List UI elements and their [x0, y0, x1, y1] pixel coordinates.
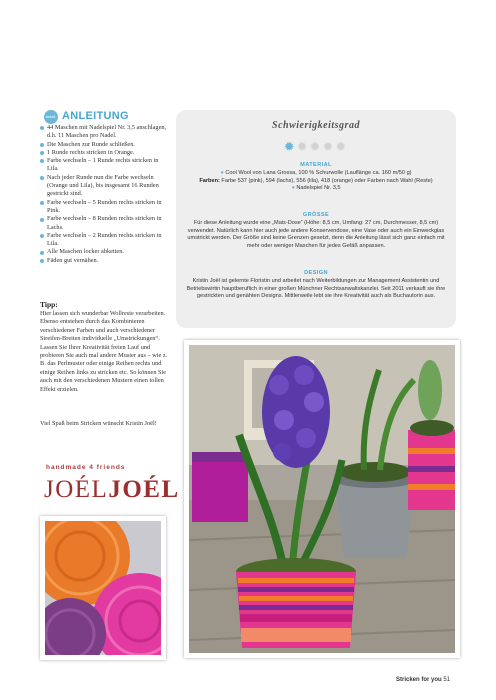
instructions-heading: ANLEITUNG [62, 110, 129, 122]
material-line-1: Cool Wool von Lana Grossa, 100 % Schurwolle (Lauflänge ca. 160 m/50 g) [225, 170, 412, 176]
instruction-step: Nach jeder Runde nun die Farbe wechseln (Orange und Lila), bis insgesamt 16 Runden gestrickt sind. [40, 174, 170, 199]
instructions-list [40, 124, 170, 265]
hyacinth-photo [184, 340, 460, 658]
hyacinth-photo-image [184, 340, 460, 658]
tip-title: Tipp: [40, 300, 58, 309]
material-text [184, 170, 448, 193]
difficulty-title: Schwierigkeitsgrad [272, 120, 360, 131]
instruction-step: Die Maschen zur Runde schließen. [40, 141, 170, 149]
instruction-step: 1 Runde rechts stricken in Orange. [40, 149, 170, 157]
star-filled-icon: ✹ [283, 140, 297, 155]
brand-logo-second: JOÉL [108, 476, 180, 503]
size-text: Für diese Anleitung wurde eine „Mais-Dose“ (Höhe: 8,5 cm, Umfang: 27 cm, Durchmesser, 8,5 cm) verwendet. Natürlich kann hier auch jede andere Konservendose, eine Vase oder auch ein Einweckglas umstrickt werden. Der Größe sind keine Grenzen gesetzt, denn die Anleitung lässt sich ganz einfach mit mehr oder weniger Maschen für jedes Gefäß anpassen. [187, 220, 445, 249]
instruction-step: Fäden gut vernähen. [40, 257, 170, 265]
design-text: Kristin Joël ist gelernte Floristin und arbeitet nach Weiterbildungen zur Management Assistentin und Betriebswirtin hauptberuflich in einer großen Münchner Rechtsanwaltskanzlei. Seit 2011 verkauft sie ihre gestrickten und genähten Designs. Mittlerweile lebt sie ihre Kreativität auch als Buchautorin aus. [186, 278, 446, 300]
star-empty-icon: ✹ [322, 140, 336, 155]
farben-label: Farben: [199, 177, 220, 184]
instruction-step: Farbe wechseln – 1 Runde rechts stricken in Lila. [40, 157, 170, 174]
star-empty-icon: ✹ [309, 140, 323, 155]
yarn-photo-image [40, 516, 166, 660]
magazine-name: Stricken for you [396, 677, 442, 683]
design-label: DESIGN [304, 270, 328, 276]
page-footer [396, 677, 450, 683]
star-empty-icon: ✹ [335, 140, 349, 155]
instruction-step: Farbe wechseln – 5 Runden rechts stricken in Pink. [40, 199, 170, 216]
bullet-icon: ● [220, 170, 224, 176]
size-label: GRÖSSE [302, 212, 330, 218]
material-label: MATERIAL [300, 162, 332, 168]
tip-text: Hier lassen sich wunderbar Wollreste verarbeiten. Ebenso entstehen durch das Kombinieren verschiedener Farben und auch verschiedener Streifen-Breiten individuelle „Umstrickungen“. Lassen Sie Ihrer Kreativität freien Lauf und probieren Sie auch mal andere Muster aus – wie z. B. das Perlmuster oder einige Reihen rechts und einige Reihen links zu stricken etc. So können Sie auch mit den verschiedenen Mustern einen tollen Effekt erzielen. [40, 310, 168, 393]
material-line-2: Farbe 537 (pink), 594 (lachs), 556 (lila), 418 (orange) oder Farben nach Wahl (Reste) [221, 177, 433, 184]
star-empty-icon: ✹ [296, 140, 310, 155]
instruction-step: Alle Maschen locker abketten. [40, 248, 170, 256]
brand-logo [44, 476, 180, 504]
bullet-icon: ● [291, 185, 295, 192]
instruction-step: 44 Maschen mit Nadelspiel Nr. 3,5 anschlagen, d.h. 11 Maschen pro Nadel. [40, 124, 170, 141]
difficulty-rating [176, 140, 456, 155]
yarn-photo [40, 516, 166, 660]
closing-text: Viel Spaß beim Stricken wünscht Kristin Joël! [40, 420, 157, 427]
instruction-step: Farbe wechseln – 8 Runden rechts stricken in Lachs. [40, 215, 170, 232]
step-badge: Anleit. [44, 110, 58, 124]
material-line-3: Nadelspiel Nr. 3,5 [296, 185, 341, 192]
instruction-step: Farbe wechseln – 2 Runden rechts stricken in Lila. [40, 232, 170, 249]
brand-logo-first: JOÉL [44, 476, 109, 503]
brand-tagline: handmade 4 friends [46, 464, 126, 471]
page-number: 51 [443, 677, 451, 683]
